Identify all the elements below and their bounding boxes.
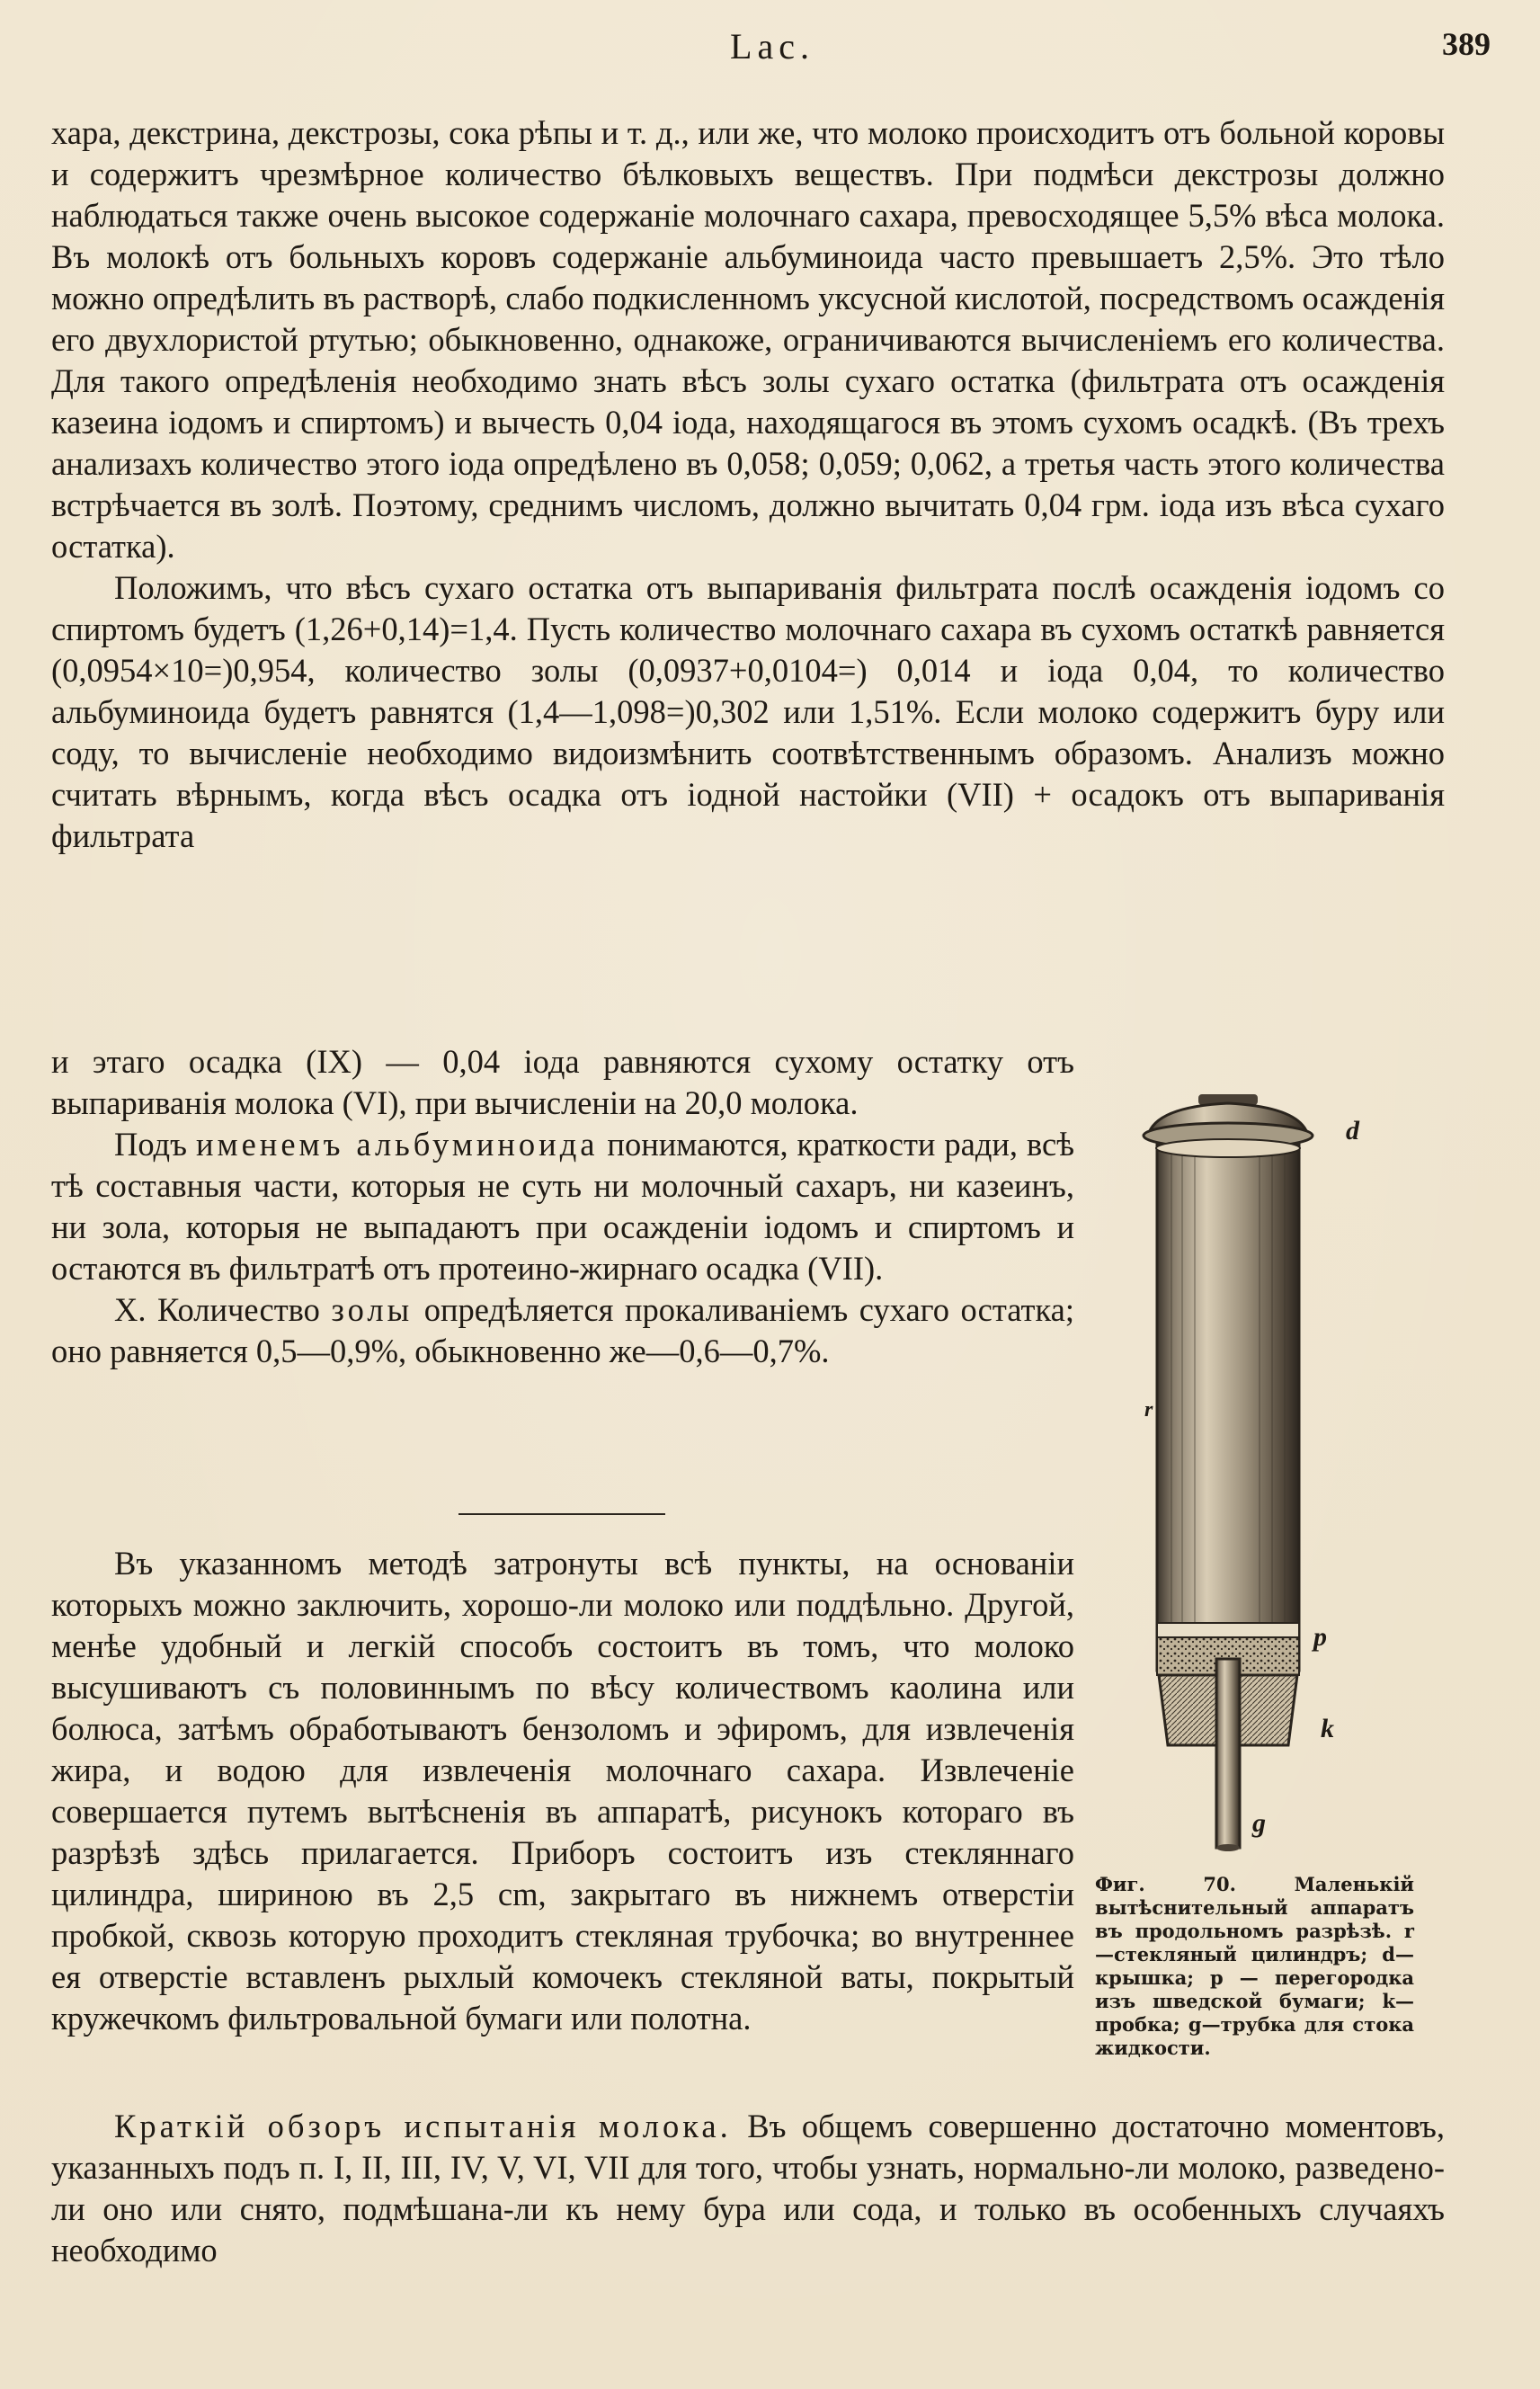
middle-text-block: [51, 1041, 1074, 1372]
page-header: [54, 25, 1491, 70]
lower-text-block: [51, 1543, 1074, 2039]
summary-term: Краткiй обзоръ испытанiя молока.: [114, 2108, 732, 2144]
label-k: k: [1321, 1714, 1334, 1743]
paragraph-worked-example: Положимъ, что вѣсъ сухаго остатка отъ выпариванiя фильтрата послѣ осажденiя iодомъ со спиртомъ будетъ (1,26+0,14)=1,4. Пусть количество молочнаго сахара въ сухомъ остаткѣ равняется (0,0954×10=)0,954, количество золы (0,0937+0,0104=) 0,014 и iода 0,04, то количество альбуминоида будетъ равнятся (1,4—1,098=)0,302 или 1,51%. Если молоко содержитъ буру или соду, то вычисленiе необходимо видоизмѣнить соотвѣтственнымъ образомъ. Анализъ можно считать вѣрнымъ, когда вѣсъ осадка отъ iодной настойки (VII) + осадокъ отъ выпариванiя фильтрата: [51, 569, 1445, 854]
albuminoid-term: именемъ альбуминоида: [195, 1126, 599, 1163]
top-text-block: [51, 112, 1445, 857]
paragraph-ash: [51, 1289, 1074, 1372]
bottom-text-block: [51, 2106, 1445, 2271]
section-divider: [458, 1513, 665, 1515]
albuminoid-rest: понимаются, краткости ради, всѣ тѣ составныя части, которыя не суть ни молочный сахаръ, ни казеинъ, ни зола, которыя не выпадаютъ при осажденiи iодомъ и спиртомъ и остаются въ фильтратѣ отъ протеино-жирнаго осадка (VII).: [51, 1126, 1075, 1287]
label-d: d: [1346, 1116, 1359, 1145]
label-r: r: [1144, 1398, 1153, 1422]
paragraph-extraction-method: Въ указанномъ методѣ затронуты всѣ пункты, на основанiи которыхъ можно заключить, хорошо-ли молоко или поддѣльно. Другой, менѣе удобный и легкiй способъ состоитъ въ томъ, что молоко высушиваютъ съ половиннымъ по вѣсу количествомъ каолина или болюса, затѣмъ обработываютъ бензоломъ и эфиромъ, для извлеченiя жира, и водою для извлеченiя молочнаго сахара. Извлеченiе совершается путемъ вытѣсненiя въ аппаратѣ, рисунокъ котораго въ разрѣзѣ здѣсь прилагается. Приборъ состоитъ изъ стекляннаго цилиндра, шириною въ 2,5 cm, закрытаго въ нижнемъ отверстiи пробкой, сквозь которую проходитъ стекляная трубочка; во внутреннее ея отверстiе вставленъ рыхлый комочекъ стекляной ваты, покрытый кружечкомъ фильтровальной бумаги или полотна.: [51, 1545, 1074, 2037]
figure-caption: Фиг. 70. Маленькiй вытѣснительный аппаратъ въ продольномъ разрѣзѣ. r—стекляный цилиндръ; d—крышка; p — перегородка изъ шведской бумаги; k—пробка; g—трубка для стока жидкости.: [1095, 1873, 1414, 2059]
ash-rest: опредѣляется прокаливанiемъ сухаго остатка; оно равняется 0,5—0,9%, обыкновенно же—0,6—0,7%.: [51, 1291, 1075, 1369]
running-head: Lac.: [730, 26, 815, 67]
ash-term: золы: [331, 1291, 414, 1328]
label-p: p: [1313, 1622, 1327, 1652]
paragraph-albuminoid-calculation: хара, декстрина, декстрозы, сока рѣпы и т. д., или же, что молоко происходитъ отъ больной коровы и содержитъ чрезмѣрное количество бѣлковыхъ веществъ. При подмѣси декстрозы должно наблюдаться также очень высокое содержанiе молочнаго сахара, превосходящее 5,5% вѣса молока. Въ молокѣ отъ больныхъ коровъ содержанiе альбуминоида часто превышаетъ 2,5%. Это тѣло можно опредѣлить въ растворѣ, слабо подкисленномъ уксусной кислотой, посредствомъ осажденiя его двухлористой ртутью; обыкновенно, однакоже, ограничиваются вычисленiемъ его количества. Для такого опредѣленiя необходимо знать вѣсъ золы сухаго остатка (фильтрата отъ осажденiя казеина iодомъ и спиртомъ) и вычесть 0,04 iода, находящагося въ этомъ сухомъ осадкѣ. (Въ трехъ анализахъ количество этого iода опредѣлено въ 0,058; 0,059; 0,062, а третья часть этого количества встрѣчается въ золѣ. Поэтому, среднимъ числомъ, должно вычитать 0,04 грм. iода изъ вѣса сухаго остатка).: [51, 114, 1445, 565]
summary-rest: Въ общемъ совершенно достаточно моментовъ, указанныхъ подъ п. I, II, III, IV, V, VI, VII для того, чтобы узнать, нормально-ли молоко, разведено-ли оно или снято, подмѣшана-ли къ нему бура или сода, и только въ особенныхъ случаяхъ необходимо: [51, 2108, 1446, 2269]
paragraph-continuation: и этаго осадка (IX) — 0,04 iода равняются сухому остатку отъ выпариванiя молока (VI), при вычисленiи на 20,0 молока.: [51, 1043, 1074, 1121]
ash-lead: X. Количество: [114, 1291, 320, 1328]
paragraph-summary: [51, 2106, 1445, 2271]
paragraph-albuminoid-definition: [51, 1124, 1074, 1289]
drain-tube: [1216, 1659, 1240, 1851]
extraction-apparatus-figure: [1101, 1083, 1407, 1870]
glass-cylinder: [1156, 1139, 1300, 1671]
albuminoid-lead: Подъ: [114, 1126, 188, 1163]
page-number: 389: [1442, 26, 1491, 62]
label-g: g: [1252, 1808, 1266, 1838]
